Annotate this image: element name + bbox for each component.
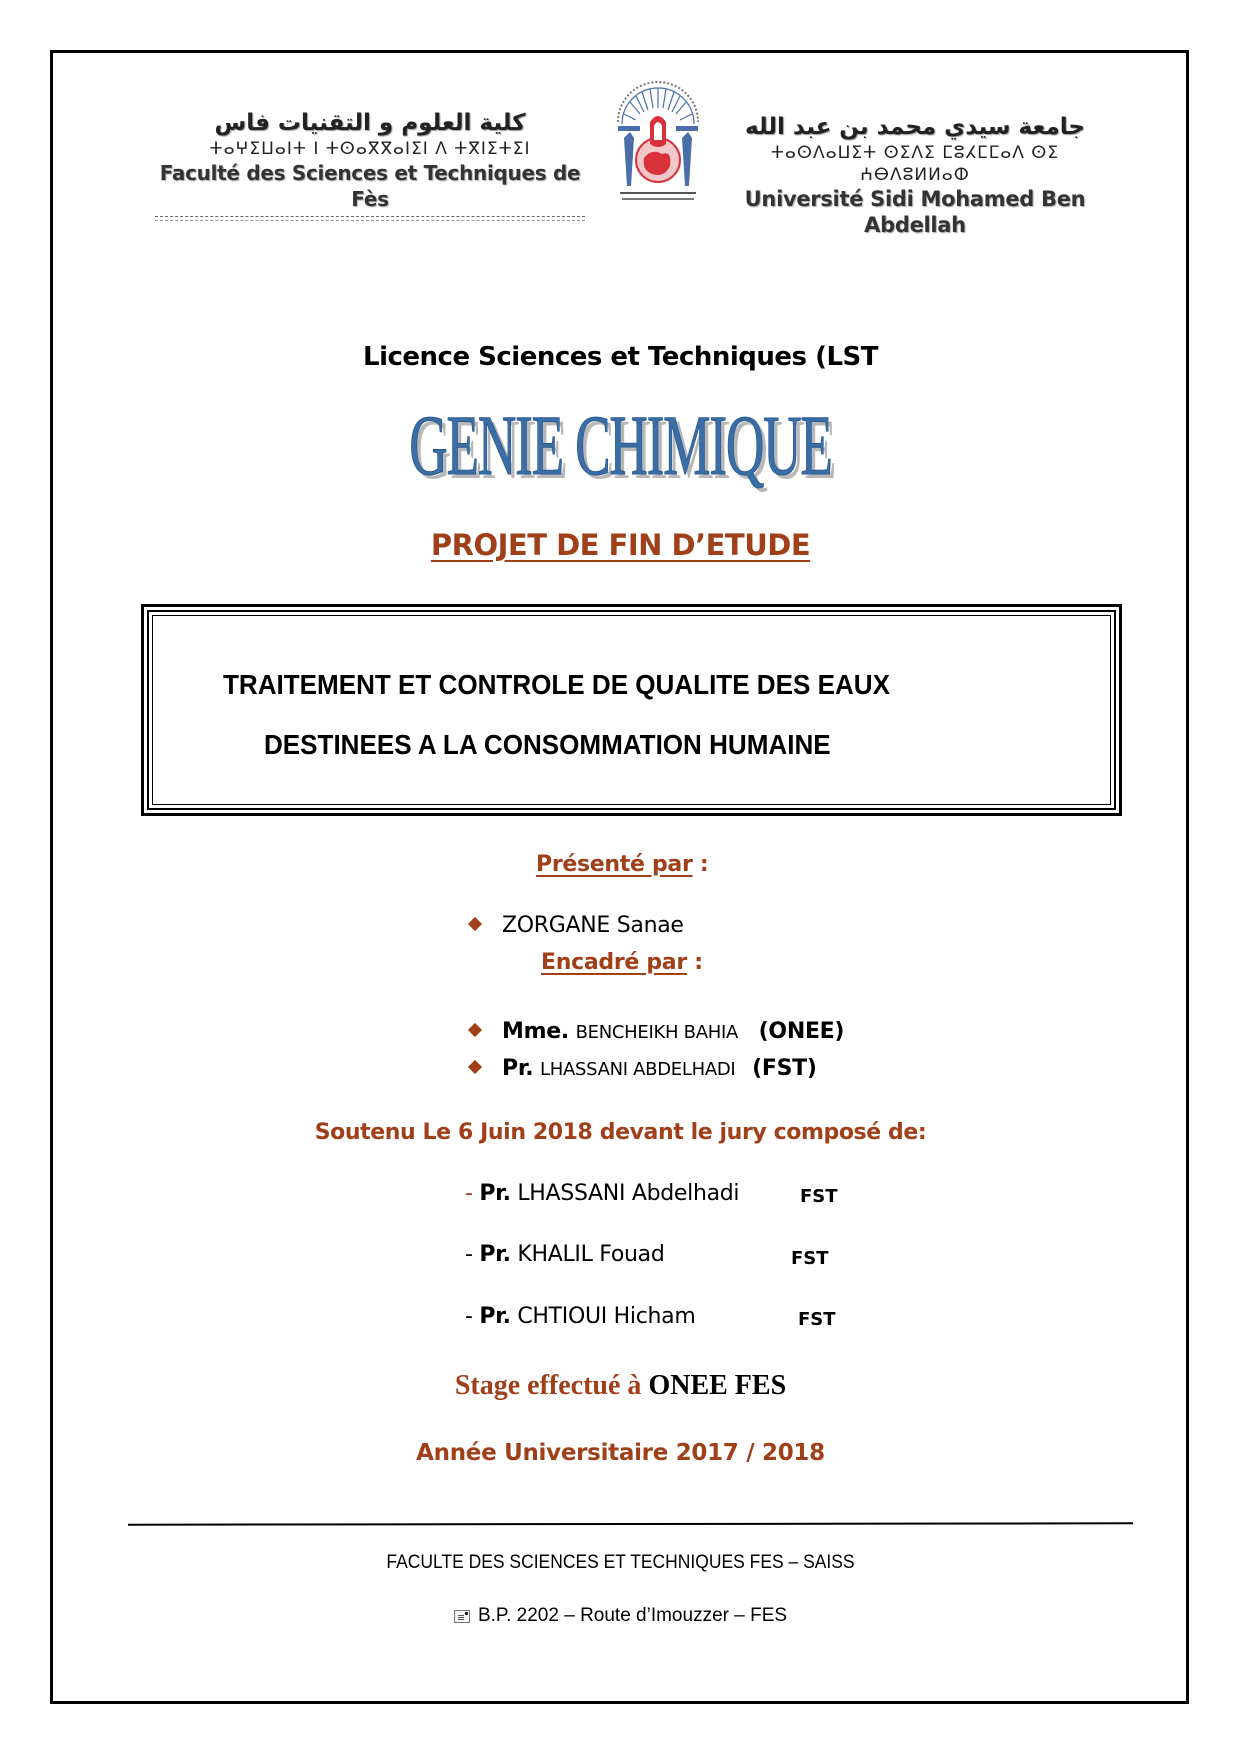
presented-by-colon: : — [692, 852, 709, 877]
licence-title: Licence Sciences et Techniques (LST — [363, 342, 878, 372]
supervisor-name: BENCHEIKH BAHIA — [575, 1022, 738, 1043]
supervisor-name: LHASSANI ABDELHADI — [540, 1059, 736, 1080]
decorative-dashed-line — [155, 216, 585, 221]
jury-member-row — [465, 1181, 739, 1206]
student-row — [470, 913, 684, 938]
jury-title: Pr. — [479, 1304, 511, 1329]
jury-title: Pr. — [479, 1181, 511, 1206]
faculty-name-latin: Faculté des Sciences et Techniques de Fès — [159, 161, 581, 211]
internship-statement — [0, 1370, 1241, 1402]
jury-name: CHTIOUI Hicham — [517, 1304, 696, 1329]
jury-member-row — [465, 1304, 695, 1329]
document-type-text: PROJET DE FIN D’ETUDE — [430, 528, 811, 562]
presented-by-label — [536, 852, 708, 877]
jury-dash: - — [465, 1304, 480, 1329]
specialty-title: GENIE CHIMIQUE — [409, 397, 832, 493]
supervised-by-text: Encadré par — [541, 950, 687, 975]
supervisor-institution: (FST) — [752, 1056, 817, 1081]
jury-title: Pr. — [479, 1242, 511, 1267]
document-type-heading — [0, 528, 1241, 562]
supervised-by-colon: : — [686, 950, 703, 975]
supervisor-institution: (ONEE) — [758, 1019, 845, 1044]
diamond-bullet-icon — [468, 1023, 482, 1037]
subject-box — [141, 604, 1122, 816]
jury-dash: - — [465, 1181, 480, 1206]
supervisor-title: Mme. — [502, 1019, 569, 1044]
jury-name: LHASSANI Abdelhadi — [517, 1181, 740, 1206]
diamond-bullet-icon — [468, 1060, 482, 1074]
jury-institution: FST — [798, 1309, 836, 1330]
jury-institution: FST — [791, 1248, 829, 1269]
faculty-header — [145, 108, 595, 221]
academic-year: Année Universitaire 2017 / 2018 — [416, 1440, 825, 1466]
defense-statement: Soutenu Le 6 Juin 2018 devant le jury composé de: — [314, 1120, 927, 1145]
supervisor-title: Pr. — [502, 1056, 534, 1081]
supervisor-row — [470, 1019, 844, 1044]
university-name-latin: Université Sidi Mohamed Ben Abdellah — [744, 187, 1086, 237]
jury-member-row — [465, 1242, 664, 1267]
jury-institution: FST — [800, 1186, 838, 1207]
jury-name: KHALIL Fouad — [517, 1242, 665, 1267]
internship-organization: ONEE FES — [648, 1370, 787, 1401]
supervised-by-label — [541, 950, 703, 975]
university-name-arabic: جامعة سيدي محمد بن عبد الله — [745, 114, 1085, 140]
footer-address-row — [0, 1605, 1241, 1627]
subject-box-inner-border — [152, 615, 1111, 805]
subject-line-1: TRAITEMENT ET CONTROLE DE QUALITE DES EAUX — [223, 669, 890, 700]
university-logo — [612, 74, 704, 210]
supervisor-row — [470, 1056, 817, 1081]
university-crest-icon — [612, 74, 704, 210]
university-header — [725, 112, 1105, 238]
presented-by-text: Présenté par — [536, 852, 693, 877]
internship-prefix: Stage effectué à — [454, 1370, 649, 1401]
footer-address: B.P. 2202 – Route d’Imouzzer – FES — [477, 1605, 788, 1626]
subject-box-middle-border — [147, 610, 1116, 810]
faculty-name-arabic: كلية العلوم و التقنيات فاس — [214, 110, 526, 136]
student-name: ZORGANE Sanae — [502, 913, 684, 938]
university-name-tifinagh: ⵜⴰⵙⴷⴰⵡⵉⵜ ⵙⵉⴷⵉ ⵎⵓⵃⵎⵎⴰⴷ ⵙⵉ ⵄⴱⴷⵓⵍⵍⴰⵀ — [770, 143, 1060, 185]
diamond-bullet-icon — [468, 917, 482, 931]
mailbox-icon — [454, 1610, 470, 1623]
faculty-name-tifinagh: ⵜⴰⵖⵉⵡⴰⵏⵜ ⵏ ⵜⵙⴰⴳⴳⴰⵏⵉⵏ ⴷ ⵜⴳⵏⵉⵜⵉⵏ — [209, 139, 531, 159]
footer-institution: FACULTE DES SCIENCES ET TECHNIQUES FES – SAISS — [386, 1552, 855, 1573]
subject-line-2: DESTINEES A LA CONSOMMATION HUMAINE — [264, 729, 831, 760]
jury-dash: - — [465, 1242, 480, 1267]
